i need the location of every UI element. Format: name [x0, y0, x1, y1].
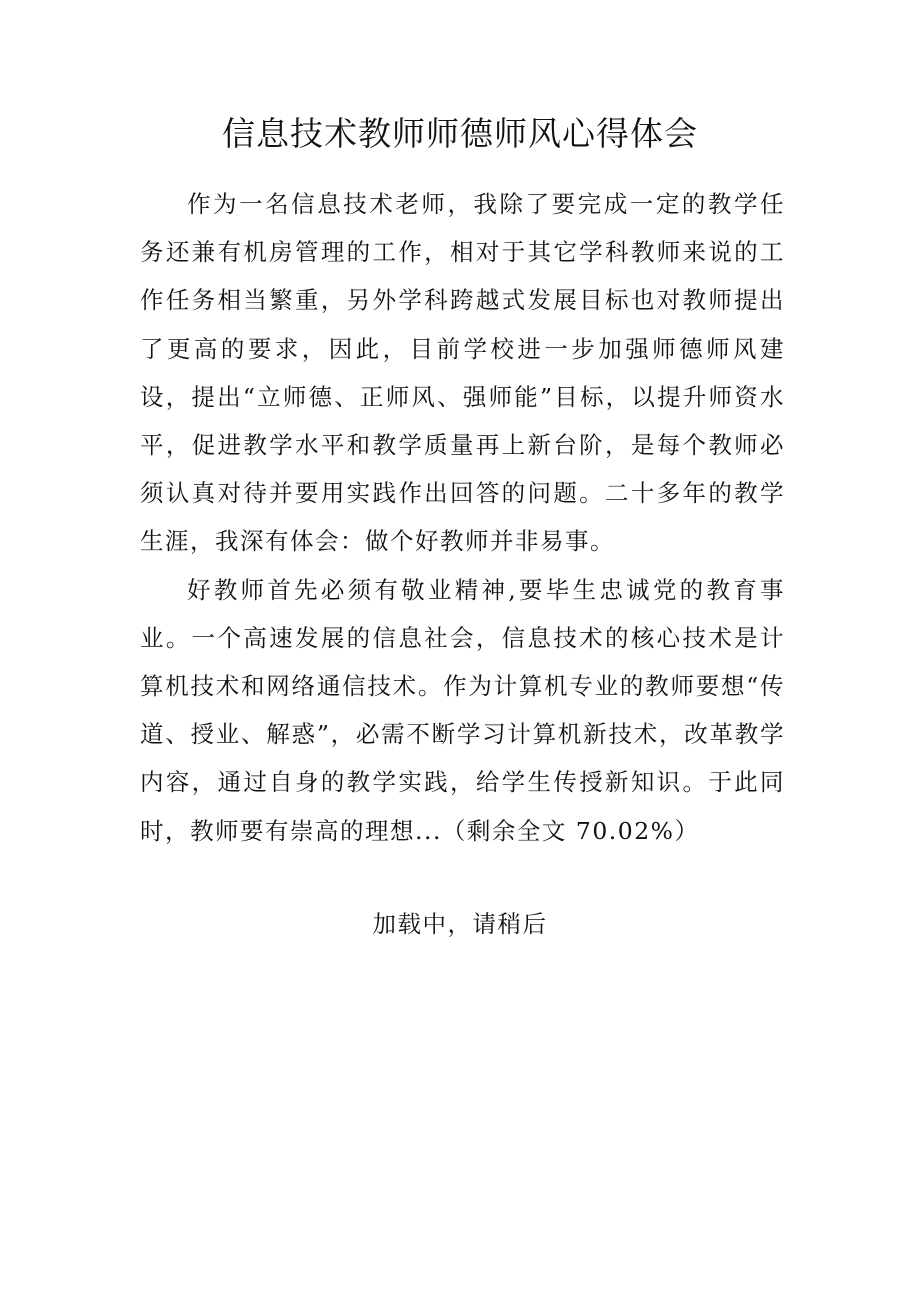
document-body — [140, 180, 785, 855]
document-title: 信息技术教师师德师风心得体会 — [222, 114, 698, 153]
paragraph-1: 作为一名信息技术老师，我除了要完成一定的教学任务还兼有机房管理的工作，相对于其它学科教师来说的工作任务相当繁重，另外学科跨越式发展目标也对教师提出了更高的要求，因此，目前学校进一步加强师德师风建设，提出“立师德、正师风、强师能”目标，以提升师资水平，促进教学水平和教学质量再上新台阶，是每个教师必须认真对待并要用实践作出回答的问题。二十多年的教学生涯，我深有体会：做个好教师并非易事。 — [140, 190, 785, 556]
paragraph-2: 好教师首先必须有敬业精神,要毕生忠诚党的教育事业。一个高速发展的信息社会，信息技术的核心技术是计算机技术和网络通信技术。作为计算机专业的教师要想“传道、授业、解惑”，必需不断学习计算机新技术，改革教学内容，通过自身的教学实践，给学生传授新知识。于此同时，教师要有崇高的理想...（剩余全文 70.02%） — [140, 575, 785, 845]
loading-indicator: 加载中，请稍后 — [372, 910, 548, 938]
